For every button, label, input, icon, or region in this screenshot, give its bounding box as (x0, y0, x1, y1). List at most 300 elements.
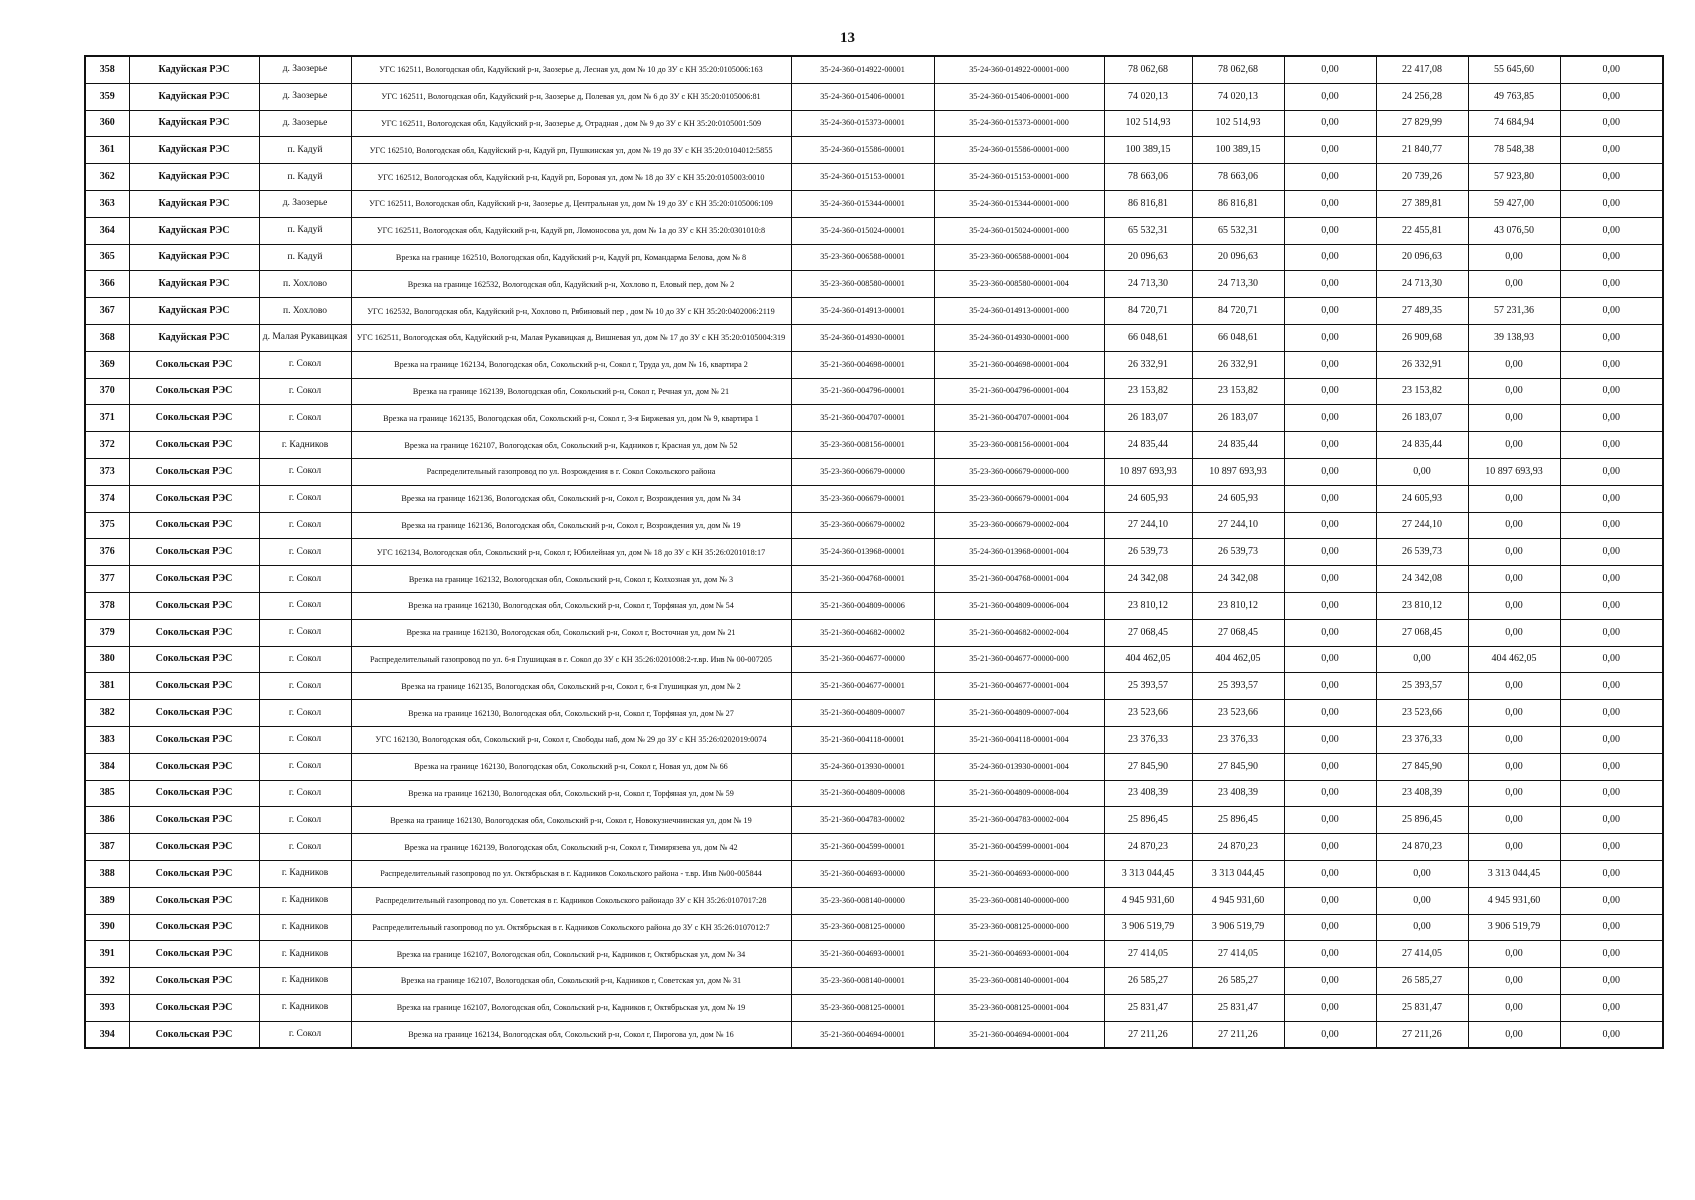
value-cell: 25 896,45 (1192, 807, 1284, 834)
value-cell: 0,00 (1284, 968, 1376, 995)
value-cell: 102 514,93 (1192, 110, 1284, 137)
row-number: 365 (85, 244, 129, 271)
locality-cell: д. Заозерье (259, 190, 351, 217)
branch-cell: Сокольская РЭС (129, 726, 259, 753)
value-cell: 0,00 (1560, 432, 1663, 459)
value-cell: 0,00 (1468, 753, 1560, 780)
value-cell: 0,00 (1560, 110, 1663, 137)
value-cell: 25 393,57 (1192, 673, 1284, 700)
value-cell: 55 645,60 (1468, 56, 1560, 83)
row-number: 391 (85, 941, 129, 968)
value-cell: 0,00 (1560, 217, 1663, 244)
value-cell: 27 068,45 (1192, 619, 1284, 646)
value-cell: 25 896,45 (1104, 807, 1192, 834)
value-cell: 27 244,10 (1104, 512, 1192, 539)
branch-cell: Сокольская РЭС (129, 432, 259, 459)
value-cell: 0,00 (1560, 780, 1663, 807)
value-cell: 0,00 (1468, 485, 1560, 512)
branch-cell: Сокольская РЭС (129, 378, 259, 405)
value-cell: 23 376,33 (1104, 726, 1192, 753)
value-cell: 0,00 (1560, 512, 1663, 539)
value-cell: 0,00 (1560, 190, 1663, 217)
locality-cell: д. Заозерье (259, 56, 351, 83)
object-description-cell: Врезка на границе 162130, Вологодская обл, Сокольский р-н, Сокол г, Торфяная ул, дом № 27 (351, 700, 791, 727)
value-cell: 0,00 (1284, 432, 1376, 459)
value-cell: 24 605,93 (1376, 485, 1468, 512)
locality-cell: г. Сокол (259, 646, 351, 673)
asset-register-table (84, 55, 1664, 1049)
value-cell: 0,00 (1468, 405, 1560, 432)
table-row (85, 807, 1663, 834)
branch-cell: Сокольская РЭС (129, 1021, 259, 1048)
value-cell: 25 831,47 (1376, 994, 1468, 1021)
inventory-number-cell: 35-21-360-004677-00000 (791, 646, 934, 673)
value-cell: 57 231,36 (1468, 298, 1560, 325)
value-cell: 0,00 (1284, 994, 1376, 1021)
table-row (85, 941, 1663, 968)
value-cell: 26 585,27 (1192, 968, 1284, 995)
branch-cell: Сокольская РЭС (129, 619, 259, 646)
inventory-number-cell: 35-23-360-006679-00000 (791, 458, 934, 485)
row-number: 387 (85, 834, 129, 861)
locality-cell: г. Сокол (259, 726, 351, 753)
value-cell: 10 897 693,93 (1192, 458, 1284, 485)
card-number-cell: 35-24-360-015024-00001-000 (934, 217, 1104, 244)
locality-cell: г. Сокол (259, 485, 351, 512)
locality-cell: г. Кадников (259, 994, 351, 1021)
value-cell: 3 313 044,45 (1104, 860, 1192, 887)
value-cell: 74 684,94 (1468, 110, 1560, 137)
card-number-cell: 35-21-360-004682-00002-004 (934, 619, 1104, 646)
branch-cell: Кадуйская РЭС (129, 83, 259, 110)
value-cell: 23 376,33 (1192, 726, 1284, 753)
value-cell: 4 945 931,60 (1468, 887, 1560, 914)
inventory-number-cell: 35-24-360-013968-00001 (791, 539, 934, 566)
locality-cell: г. Кадников (259, 941, 351, 968)
table-row (85, 539, 1663, 566)
card-number-cell: 35-23-360-008140-00001-004 (934, 968, 1104, 995)
value-cell: 74 020,13 (1192, 83, 1284, 110)
locality-cell: г. Сокол (259, 592, 351, 619)
value-cell: 27 244,10 (1192, 512, 1284, 539)
table-row (85, 298, 1663, 325)
row-number: 380 (85, 646, 129, 673)
inventory-number-cell: 35-23-360-006679-00002 (791, 512, 934, 539)
value-cell: 27 389,81 (1376, 190, 1468, 217)
inventory-number-cell: 35-21-360-004677-00001 (791, 673, 934, 700)
value-cell: 100 389,15 (1104, 137, 1192, 164)
value-cell: 0,00 (1560, 646, 1663, 673)
object-description-cell: УГС 162511, Вологодская обл, Кадуйский р-н, Заозерье д, Центральная ул, дом № 19 до ЗУ с КН 35:20:0105006:109 (351, 190, 791, 217)
row-number: 377 (85, 566, 129, 593)
branch-cell: Сокольская РЭС (129, 539, 259, 566)
row-number: 386 (85, 807, 129, 834)
inventory-number-cell: 35-21-360-004707-00001 (791, 405, 934, 432)
value-cell: 27 211,26 (1376, 1021, 1468, 1048)
value-cell: 0,00 (1560, 271, 1663, 298)
value-cell: 0,00 (1560, 914, 1663, 941)
object-description-cell: Врезка на границе 162107, Вологодская обл, Сокольский р-н, Кадников г, Октябрьская ул, дом № 19 (351, 994, 791, 1021)
card-number-cell: 35-21-360-004118-00001-004 (934, 726, 1104, 753)
value-cell: 0,00 (1560, 405, 1663, 432)
inventory-number-cell: 35-21-360-004796-00001 (791, 378, 934, 405)
object-description-cell: Врезка на границе 162107, Вологодская обл, Сокольский р-н, Кадников г, Советская ул, дом № 31 (351, 968, 791, 995)
value-cell: 4 945 931,60 (1192, 887, 1284, 914)
value-cell: 26 183,07 (1376, 405, 1468, 432)
branch-cell: Сокольская РЭС (129, 351, 259, 378)
inventory-number-cell: 35-23-360-008125-00000 (791, 914, 934, 941)
value-cell: 23 408,39 (1192, 780, 1284, 807)
value-cell: 0,00 (1284, 941, 1376, 968)
table-row (85, 994, 1663, 1021)
inventory-number-cell: 35-21-360-004809-00008 (791, 780, 934, 807)
value-cell: 24 342,08 (1376, 566, 1468, 593)
table-row (85, 432, 1663, 459)
value-cell: 0,00 (1284, 351, 1376, 378)
value-cell: 0,00 (1284, 217, 1376, 244)
value-cell: 0,00 (1468, 378, 1560, 405)
value-cell: 59 427,00 (1468, 190, 1560, 217)
inventory-number-cell: 35-23-360-008580-00001 (791, 271, 934, 298)
locality-cell: г. Кадников (259, 432, 351, 459)
object-description-cell: Врезка на границе 162134, Вологодская обл, Сокольский р-н, Сокол г, Пирогова ул, дом № 16 (351, 1021, 791, 1048)
value-cell: 0,00 (1376, 887, 1468, 914)
branch-cell: Сокольская РЭС (129, 860, 259, 887)
value-cell: 23 408,39 (1104, 780, 1192, 807)
card-number-cell: 35-24-360-014930-00001-000 (934, 324, 1104, 351)
object-description-cell: УГС 162512, Вологодская обл, Кадуйский р-н, Кадуй рп, Боровая ул, дом № 18 до ЗУ с КН 35:20:0105003:0010 (351, 164, 791, 191)
value-cell: 0,00 (1376, 458, 1468, 485)
row-number: 360 (85, 110, 129, 137)
branch-cell: Кадуйская РЭС (129, 110, 259, 137)
object-description-cell: Врезка на границе 162134, Вологодская обл, Сокольский р-н, Сокол г, Труда ул, дом № 16, квартира 2 (351, 351, 791, 378)
inventory-number-cell: 35-21-360-004693-00000 (791, 860, 934, 887)
value-cell: 27 845,90 (1104, 753, 1192, 780)
object-description-cell: УГС 162130, Вологодская обл, Сокольский р-н, Сокол г, Свободы наб, дом № 29 до ЗУ с КН 35:26:0202019:0074 (351, 726, 791, 753)
object-description-cell: Врезка на границе 162139, Вологодская обл, Сокольский р-н, Сокол г, Речная ул, дом № 21 (351, 378, 791, 405)
value-cell: 0,00 (1560, 673, 1663, 700)
value-cell: 26 183,07 (1192, 405, 1284, 432)
value-cell: 66 048,61 (1104, 324, 1192, 351)
row-number: 369 (85, 351, 129, 378)
value-cell: 404 462,05 (1104, 646, 1192, 673)
value-cell: 3 906 519,79 (1192, 914, 1284, 941)
locality-cell: г. Сокол (259, 673, 351, 700)
value-cell: 0,00 (1284, 914, 1376, 941)
value-cell: 23 810,12 (1192, 592, 1284, 619)
value-cell: 0,00 (1468, 968, 1560, 995)
value-cell: 24 256,28 (1376, 83, 1468, 110)
table-row (85, 753, 1663, 780)
value-cell: 0,00 (1284, 807, 1376, 834)
locality-cell: г. Сокол (259, 566, 351, 593)
branch-cell: Сокольская РЭС (129, 592, 259, 619)
inventory-number-cell: 35-24-360-015373-00001 (791, 110, 934, 137)
value-cell: 0,00 (1468, 566, 1560, 593)
value-cell: 0,00 (1376, 646, 1468, 673)
branch-cell: Сокольская РЭС (129, 485, 259, 512)
object-description-cell: Врезка на границе 162532, Вологодская обл, Кадуйский р-н, Хохлово п, Еловый пер, дом № 2 (351, 271, 791, 298)
value-cell: 0,00 (1560, 592, 1663, 619)
card-number-cell: 35-24-360-015373-00001-000 (934, 110, 1104, 137)
inventory-number-cell: 35-24-360-014913-00001 (791, 298, 934, 325)
inventory-number-cell: 35-23-360-008125-00001 (791, 994, 934, 1021)
value-cell: 65 532,31 (1104, 217, 1192, 244)
value-cell: 24 835,44 (1376, 432, 1468, 459)
value-cell: 0,00 (1560, 83, 1663, 110)
value-cell: 23 153,82 (1192, 378, 1284, 405)
value-cell: 21 840,77 (1376, 137, 1468, 164)
object-description-cell: УГС 162511, Вологодская обл, Кадуйский р-н, Малая Рукавицкая д, Вишневая ул, дом № 17 до ЗУ с КН 35:20:0105004:319 (351, 324, 791, 351)
value-cell: 86 816,81 (1104, 190, 1192, 217)
value-cell: 0,00 (1284, 726, 1376, 753)
value-cell: 84 720,71 (1104, 298, 1192, 325)
value-cell: 84 720,71 (1192, 298, 1284, 325)
row-number: 390 (85, 914, 129, 941)
inventory-number-cell: 35-23-360-008156-00001 (791, 432, 934, 459)
value-cell: 22 455,81 (1376, 217, 1468, 244)
value-cell: 0,00 (1284, 887, 1376, 914)
table-row (85, 405, 1663, 432)
card-number-cell: 35-23-360-008156-00001-004 (934, 432, 1104, 459)
value-cell: 0,00 (1284, 539, 1376, 566)
card-number-cell: 35-23-360-008580-00001-004 (934, 271, 1104, 298)
row-number: 371 (85, 405, 129, 432)
value-cell: 24 342,08 (1192, 566, 1284, 593)
value-cell: 0,00 (1560, 566, 1663, 593)
table-row (85, 914, 1663, 941)
inventory-number-cell: 35-23-360-008140-00000 (791, 887, 934, 914)
row-number: 384 (85, 753, 129, 780)
card-number-cell: 35-21-360-004768-00001-004 (934, 566, 1104, 593)
value-cell: 27 414,05 (1192, 941, 1284, 968)
value-cell: 23 523,66 (1376, 700, 1468, 727)
value-cell: 0,00 (1560, 994, 1663, 1021)
branch-cell: Кадуйская РЭС (129, 164, 259, 191)
row-number: 372 (85, 432, 129, 459)
row-number: 382 (85, 700, 129, 727)
value-cell: 27 414,05 (1376, 941, 1468, 968)
inventory-number-cell: 35-21-360-004809-00007 (791, 700, 934, 727)
value-cell: 27 414,05 (1104, 941, 1192, 968)
value-cell: 78 062,68 (1192, 56, 1284, 83)
value-cell: 0,00 (1560, 968, 1663, 995)
locality-cell: п. Кадуй (259, 137, 351, 164)
value-cell: 0,00 (1284, 700, 1376, 727)
table-row (85, 378, 1663, 405)
value-cell: 24 835,44 (1192, 432, 1284, 459)
row-number: 389 (85, 887, 129, 914)
branch-cell: Сокольская РЭС (129, 968, 259, 995)
row-number: 376 (85, 539, 129, 566)
value-cell: 3 906 519,79 (1104, 914, 1192, 941)
locality-cell: д. Малая Рукавицкая (259, 324, 351, 351)
value-cell: 27 244,10 (1376, 512, 1468, 539)
value-cell: 0,00 (1560, 56, 1663, 83)
card-number-cell: 35-21-360-004693-00001-004 (934, 941, 1104, 968)
branch-cell: Сокольская РЭС (129, 914, 259, 941)
value-cell: 3 313 044,45 (1468, 860, 1560, 887)
value-cell: 0,00 (1284, 860, 1376, 887)
inventory-number-cell: 35-21-360-004698-00001 (791, 351, 934, 378)
row-number: 378 (85, 592, 129, 619)
object-description-cell: Распределительный газопровод по ул. Октябрьская в г. Кадников Сокольского района - т.вр. Инв №00-005844 (351, 860, 791, 887)
value-cell: 26 585,27 (1104, 968, 1192, 995)
table-row (85, 512, 1663, 539)
object-description-cell: Врезка на границе 162136, Вологодская обл, Сокольский р-н, Сокол г, Возрождения ул, дом № 34 (351, 485, 791, 512)
branch-cell: Сокольская РЭС (129, 753, 259, 780)
value-cell: 0,00 (1468, 539, 1560, 566)
object-description-cell: Распределительный газопровод по ул. Возрождения в г. Сокол Сокольского района (351, 458, 791, 485)
locality-cell: г. Сокол (259, 378, 351, 405)
value-cell: 39 138,93 (1468, 324, 1560, 351)
object-description-cell: УГС 162511, Вологодская обл, Кадуйский р-н, Заозерье д, Отрадная , дом № 9 до ЗУ с КН 35:20:0105001:509 (351, 110, 791, 137)
table-row (85, 1021, 1663, 1048)
object-description-cell: Врезка на границе 162130, Вологодская обл, Сокольский р-н, Сокол г, Новая ул, дом № 66 (351, 753, 791, 780)
value-cell: 0,00 (1560, 1021, 1663, 1048)
value-cell: 20 096,63 (1376, 244, 1468, 271)
inventory-number-cell: 35-21-360-004693-00001 (791, 941, 934, 968)
table-row (85, 566, 1663, 593)
value-cell: 4 945 931,60 (1104, 887, 1192, 914)
value-cell: 0,00 (1468, 780, 1560, 807)
table-row (85, 56, 1663, 83)
object-description-cell: Врезка на границе 162510, Вологодская обл, Кадуйский р-н, Кадуй рп, Командарма Белова, дом № 8 (351, 244, 791, 271)
branch-cell: Сокольская РЭС (129, 458, 259, 485)
value-cell: 24 605,93 (1104, 485, 1192, 512)
row-number: 363 (85, 190, 129, 217)
table-row (85, 458, 1663, 485)
value-cell: 0,00 (1284, 110, 1376, 137)
value-cell: 25 393,57 (1104, 673, 1192, 700)
card-number-cell: 35-21-360-004809-00008-004 (934, 780, 1104, 807)
value-cell: 10 897 693,93 (1468, 458, 1560, 485)
card-number-cell: 35-23-360-006679-00001-004 (934, 485, 1104, 512)
value-cell: 0,00 (1560, 458, 1663, 485)
value-cell: 26 539,73 (1104, 539, 1192, 566)
table-row (85, 860, 1663, 887)
value-cell: 24 870,23 (1192, 834, 1284, 861)
value-cell: 27 068,45 (1104, 619, 1192, 646)
locality-cell: г. Сокол (259, 512, 351, 539)
card-number-cell: 35-21-360-004698-00001-004 (934, 351, 1104, 378)
locality-cell: г. Кадников (259, 887, 351, 914)
branch-cell: Сокольская РЭС (129, 566, 259, 593)
inventory-number-cell: 35-21-360-004118-00001 (791, 726, 934, 753)
inventory-number-cell: 35-21-360-004783-00002 (791, 807, 934, 834)
inventory-number-cell: 35-24-360-015406-00001 (791, 83, 934, 110)
object-description-cell: УГС 162511, Вологодская обл, Кадуйский р-н, Заозерье д, Лесная ул, дом № 10 до ЗУ с КН 35:20:0105006:163 (351, 56, 791, 83)
value-cell: 0,00 (1284, 164, 1376, 191)
value-cell: 25 393,57 (1376, 673, 1468, 700)
value-cell: 65 532,31 (1192, 217, 1284, 244)
value-cell: 78 663,06 (1104, 164, 1192, 191)
branch-cell: Сокольская РЭС (129, 405, 259, 432)
row-number: 374 (85, 485, 129, 512)
locality-cell: д. Заозерье (259, 110, 351, 137)
locality-cell: г. Сокол (259, 834, 351, 861)
value-cell: 0,00 (1468, 834, 1560, 861)
value-cell: 404 462,05 (1468, 646, 1560, 673)
value-cell: 23 810,12 (1104, 592, 1192, 619)
table-row (85, 217, 1663, 244)
value-cell: 0,00 (1560, 137, 1663, 164)
inventory-number-cell: 35-24-360-014922-00001 (791, 56, 934, 83)
branch-cell: Кадуйская РЭС (129, 190, 259, 217)
value-cell: 0,00 (1560, 700, 1663, 727)
card-number-cell: 35-24-360-015153-00001-000 (934, 164, 1104, 191)
value-cell: 26 332,91 (1192, 351, 1284, 378)
value-cell: 0,00 (1284, 646, 1376, 673)
card-number-cell: 35-21-360-004599-00001-004 (934, 834, 1104, 861)
value-cell: 27 068,45 (1376, 619, 1468, 646)
value-cell: 74 020,13 (1104, 83, 1192, 110)
inventory-number-cell: 35-21-360-004694-00001 (791, 1021, 934, 1048)
table-row (85, 780, 1663, 807)
value-cell: 78 663,06 (1192, 164, 1284, 191)
table-row (85, 887, 1663, 914)
table-row (85, 137, 1663, 164)
value-cell: 0,00 (1560, 834, 1663, 861)
inventory-number-cell: 35-23-360-006588-00001 (791, 244, 934, 271)
object-description-cell: Врезка на границе 162130, Вологодская обл, Сокольский р-н, Сокол г, Восточная ул, дом № 21 (351, 619, 791, 646)
inventory-number-cell: 35-24-360-014930-00001 (791, 324, 934, 351)
value-cell: 0,00 (1468, 673, 1560, 700)
value-cell: 0,00 (1560, 807, 1663, 834)
object-description-cell: Врезка на границе 162107, Вологодская обл, Сокольский р-н, Кадников г, Октябрьская ул, дом № 34 (351, 941, 791, 968)
value-cell: 57 923,80 (1468, 164, 1560, 191)
inventory-number-cell: 35-21-360-004809-00006 (791, 592, 934, 619)
value-cell: 100 389,15 (1192, 137, 1284, 164)
object-description-cell: Врезка на границе 162136, Вологодская обл, Сокольский р-н, Сокол г, Возрождения ул, дом № 19 (351, 512, 791, 539)
card-number-cell: 35-21-360-004707-00001-004 (934, 405, 1104, 432)
branch-cell: Сокольская РЭС (129, 646, 259, 673)
value-cell: 0,00 (1468, 351, 1560, 378)
row-number: 388 (85, 860, 129, 887)
inventory-number-cell: 35-21-360-004768-00001 (791, 566, 934, 593)
table-row (85, 726, 1663, 753)
value-cell: 26 909,68 (1376, 324, 1468, 351)
value-cell: 0,00 (1284, 592, 1376, 619)
inventory-number-cell: 35-21-360-004682-00002 (791, 619, 934, 646)
value-cell: 0,00 (1468, 700, 1560, 727)
object-description-cell: Врезка на границе 162130, Вологодская обл, Сокольский р-н, Сокол г, Торфяная ул, дом № 54 (351, 592, 791, 619)
row-number: 366 (85, 271, 129, 298)
object-description-cell: Врезка на границе 162130, Вологодская обл, Сокольский р-н, Сокол г, Торфяная ул, дом № 59 (351, 780, 791, 807)
value-cell: 0,00 (1284, 619, 1376, 646)
value-cell: 24 870,23 (1104, 834, 1192, 861)
row-number: 375 (85, 512, 129, 539)
locality-cell: г. Сокол (259, 458, 351, 485)
object-description-cell: УГС 162134, Вологодская обл, Сокольский р-н, Сокол г, Юбилейная ул, дом № 18 до ЗУ с КН 35:26:0201018:17 (351, 539, 791, 566)
object-description-cell: Врезка на границе 162135, Вологодская обл, Сокольский р-н, Сокол г, 3-я Биржевая ул, дом № 9, квартира 1 (351, 405, 791, 432)
table-row (85, 164, 1663, 191)
branch-cell: Кадуйская РЭС (129, 324, 259, 351)
table-row (85, 619, 1663, 646)
row-number: 393 (85, 994, 129, 1021)
object-description-cell: Распределительный газопровод по ул. Октябрьская в г. Кадников Сокольского района до ЗУ с КН 35:26:0107012:7 (351, 914, 791, 941)
value-cell: 0,00 (1284, 298, 1376, 325)
row-number: 367 (85, 298, 129, 325)
table-row (85, 968, 1663, 995)
inventory-number-cell: 35-24-360-015153-00001 (791, 164, 934, 191)
value-cell: 26 332,91 (1376, 351, 1468, 378)
value-cell: 26 183,07 (1104, 405, 1192, 432)
table-row (85, 351, 1663, 378)
row-number: 362 (85, 164, 129, 191)
value-cell: 0,00 (1284, 1021, 1376, 1048)
card-number-cell: 35-21-360-004677-00000-000 (934, 646, 1104, 673)
